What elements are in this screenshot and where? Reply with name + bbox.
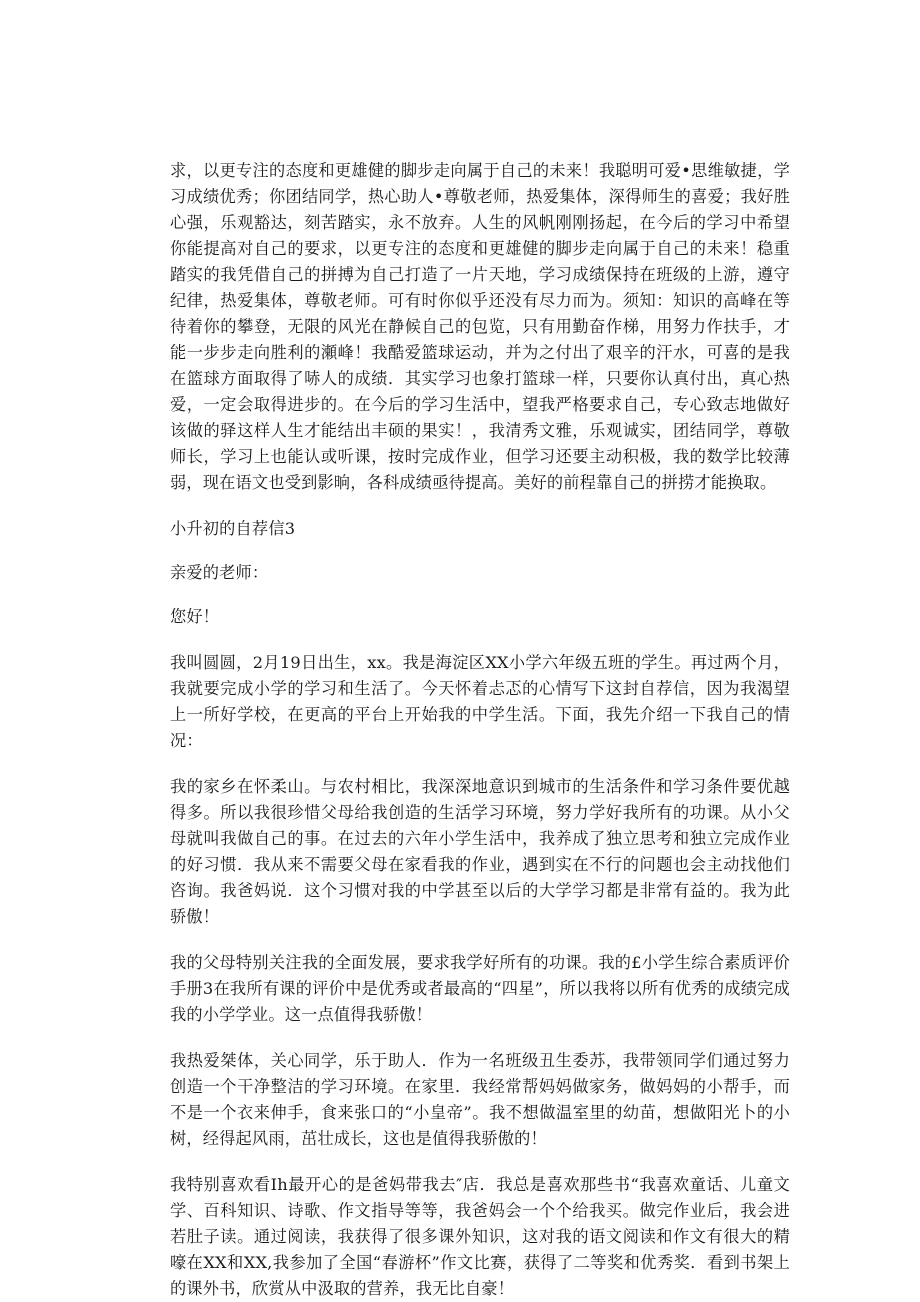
salutation: 亲爱的老师： bbox=[170, 563, 269, 582]
paragraph-reading: 我特别喜欢看Ih最开心的是爸妈带我去″店．我总是喜欢那些书“我喜欢童话、儿童文学、百科知识、诗歌、作文指导等等，我爸妈会一个个给我买。做完作业后，我会进若肚子读。通过阅读，我获得了很多课外知识，这对我的语文阅读和作文有很大的精嚎在XX和XX,我参加了全国“春游杯”作文比赛，获得了二等奖和优秀奖．看到书架上的课外书，欣赏从中汲取的营养，我无比自豪！ bbox=[170, 1175, 790, 1298]
paragraph-hometown: 我的家乡在怀柔山。与农村相比，我深深地意识到城市的生活条件和学习条件要优越得多。所以我很珍惜父母给我创造的生活学习环境，努力学好我所有的功课。从小父母就叫我做自己的事。在过去的六年小学生活中，我养成了独立思考和独立完成作业的好习惯．我从来不需要父母在家看我的作业，遇到实在不行的问题也会主动找他们咨询。我爸妈说．这个习惯对我的中学甚至以后的大学学习都是非常有益的。我为此骄傲！ bbox=[170, 777, 790, 926]
document-body bbox=[170, 158, 790, 1302]
section-heading: 小升初的自荐信3 bbox=[170, 519, 296, 538]
greeting: 您好！ bbox=[170, 607, 220, 626]
paragraph-collective: 我热爱桀体，关心同学，乐于助人．作为一名班级丑生委苏，我带领同学们通过努力创造一个干净整洁的学习环境。在家里．我经常帮妈妈做家务，做妈妈的小帮手，而不是一个衣来伸手，食来张口的“小皇帝”。我不想做温室里的幼苗，想做阳光卜的小树，经得起风雨，茁壮成长，这也是值得我骄傲的！ bbox=[170, 1051, 790, 1148]
paragraph-studies: 我的父母特别关注我的全面发展，要求我学好所有的功课。我的£小学生综合素质评价手册3在我所有课的评价中是优秀或者最高的“四星”，所以我将以所有优秀的成绩完成我的小学学业。这一点值得我骄傲！ bbox=[170, 953, 790, 1024]
paragraph-introduction: 我叫圆圆，2月19日出生，xx。我是海淀区XX小学六年级五班的学生。再过两个月，我就要完成小学的学习和生活了。今天怀着忐忑的心情写下这封自荐信，因为我渴望上一所好学校，在更高的平台上开始我的中学生活。下面，我先介绍一下我自己的情况： bbox=[170, 653, 790, 750]
paragraph-continuation: 求，以更专注的态度和更雄健的脚步走向属于自己的未来！我聪明可爱•思维敏捷，学习成绩优秀；你团结同学，热心助人•尊敬老师，热爱集体，深得师生的喜爱；我好胜心强，乐观豁达，刻苦踏实，永不放弃。人生的风帆刚刚扬起，在今后的学习中希望你能提高对自己的要求，以更专注的态度和更雄健的脚步走向属于自己的未来！稳重踏实的我凭借自己的拼搏为自己打造了一片天地，学习成绩保持在班级的上游，遵守纪律，热爱集体，尊敬老师。可有时你似乎还没有尽力而为。须知：知识的高峰在等待着你的攀登，无限的风光在静候自己的包览，只有用勤奋作梯，用努力作扶手，才能一步步走向胜利的瀬峰！我酷爱篮球运动，并为之付出了艰辛的汗水，可喜的是我在篮球方面取得了哧人的成绩．其实学习也象打篮球一样，只要你认真付出，真心热爱，一定会取得进步的。在今后的学习生活中，望我严格要求自己，专心致志地做好该做的驿这样人生才能结出丰硕的果实！，我清秀文雅，乐观诚实，团结同学，尊敬师长，学习上也能认或听课，按时完成作业，但学习还要主动积极，我的数学比较薄弱，现在语文也受到影晌，各科成绩亟待提高。美好的前程靠自己的拼捞才能换取。 bbox=[170, 161, 790, 492]
